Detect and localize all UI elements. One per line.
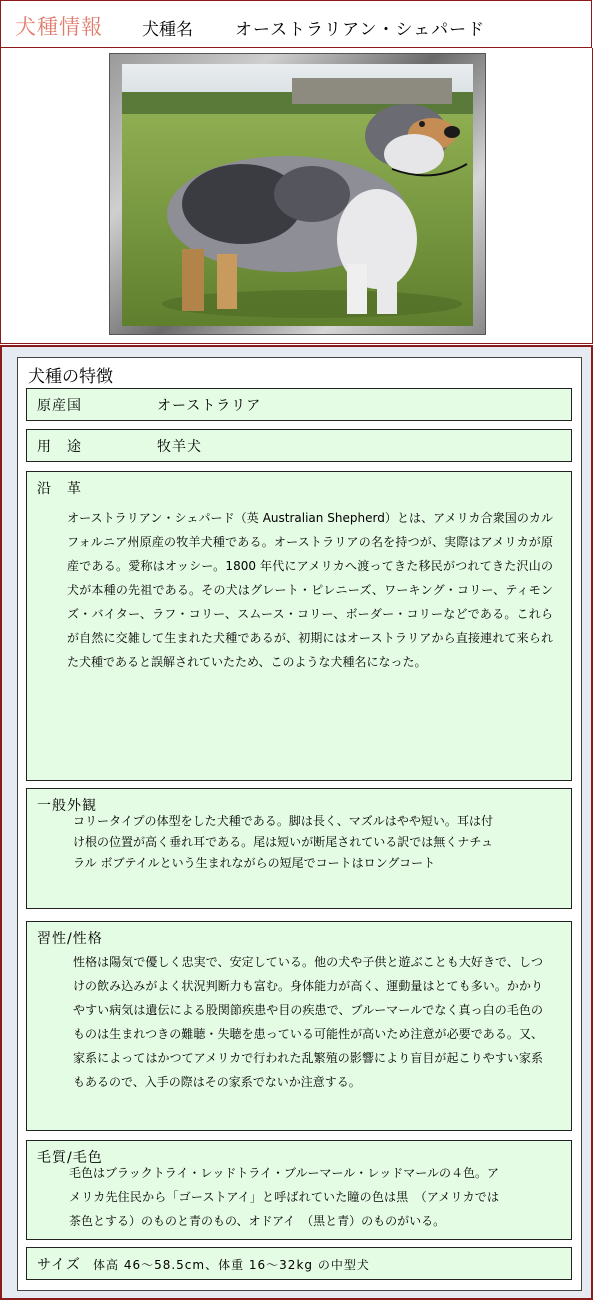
- origin-label: 原産国: [37, 398, 82, 414]
- size-label: サイズ: [37, 1257, 81, 1273]
- features-card: [17, 357, 582, 1291]
- size-value: 体高 46～58.5cm、体重 16～32kg の中型犬: [93, 1258, 370, 1272]
- history-box: [26, 471, 572, 781]
- size-row: [26, 1247, 572, 1280]
- photo-panel: [0, 48, 593, 344]
- appearance-text: コリータイプの体型をした犬種である。脚は長く、マズルはやや短い。耳は付け根の位置が高く垂れ耳である。尾は短いが断尾されている訳では無くナチュラル ボブテイルという生まれながらの短尾でコートはロングコート: [73, 814, 493, 870]
- page-header: [0, 0, 592, 48]
- temperament-text: 性格は陽気で優しく忠実で、安定している。他の犬や子供と遊ぶことも大好きで、しつけの飲み込みがよく状況判断力も富む。身体能力が高く、運動量はとても多い。かかりやすい病気は遺伝による股関節疾患や目の疾患で、ブルーマールでなく真っ白の毛色のものは生まれつきの難聴・失聴を患っている可能性が高いため注意が必要である。又、家系によってはかつてアメリカで行われた乱繁殖の影響により盲目が起こりやすい家系もあるので、入手の際はその家系でないか注意する。: [73, 955, 543, 1089]
- features-panel: [0, 345, 593, 1300]
- coat-box: [26, 1140, 572, 1240]
- appearance-label: 一般外観: [37, 798, 97, 814]
- breed-label: 犬種名: [142, 20, 193, 40]
- temperament-box: [26, 921, 572, 1131]
- coat-label: 毛質/毛色: [37, 1150, 103, 1166]
- photo-frame: [109, 53, 486, 335]
- appearance-box: [26, 788, 572, 909]
- origin-row: [26, 388, 572, 421]
- dog-photo: [122, 64, 473, 326]
- section-title: 犬種情報: [15, 15, 103, 39]
- use-label: 用 途: [37, 439, 82, 455]
- temperament-label: 習性/性格: [37, 931, 103, 947]
- history-text: オーストラリアン・シェパード（英 Australian Shepherd）とは、アメリカ合衆国のカルフォルニア州原産の牧羊犬種である。オーストラリアの名を持つが、実際はアメリカが原産である。愛称はオッシー。1800 年代にアメリカへ渡ってきた移民がつれてきた沢山の犬が本種の先祖である。その犬はグレート・ピレニーズ、ワーキング・コリー、ティモンズ・バイター、ラフ・コリー、スムース・コリー、ボーダー・コリーなどである。これらが自然に交雑して生まれた犬種であるが、初期にはオーストラリアから直接連れて来られた犬種であると誤解されていたため、このような犬種名になった。: [67, 511, 553, 669]
- origin-value: オーストラリア: [157, 398, 262, 414]
- coat-text: 毛色はブラックトライ・レッドトライ・ブルーマール・レッドマールの４色。アメリカ先住民から「ゴーストアイ」と呼ばれていた瞳の色は黒 （アメリカでは茶色とする）のものと青のもの、オドアイ （黒と青）のものがいる。: [69, 1166, 499, 1228]
- use-row: [26, 429, 572, 462]
- features-title: 犬種の特徴: [28, 367, 113, 387]
- use-value: 牧羊犬: [157, 439, 202, 455]
- breed-name: オーストラリアン・シェパード: [235, 20, 486, 40]
- history-label: 沿 革: [37, 481, 82, 497]
